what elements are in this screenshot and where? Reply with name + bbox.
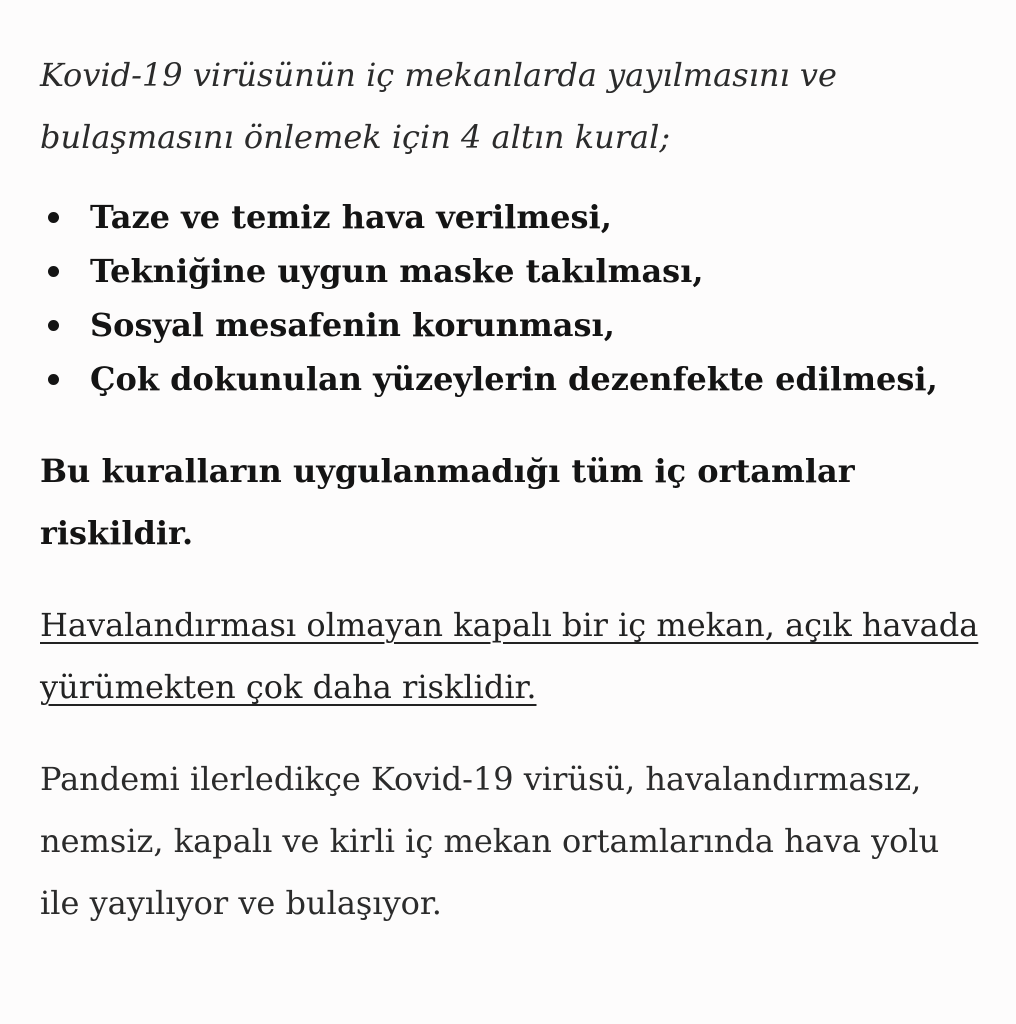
rule-text: Tekniğine uygun maske takılması, — [90, 252, 704, 290]
rule-text: Taze ve temiz hava verilmesi, — [90, 198, 612, 236]
list-item — [40, 244, 986, 298]
body-paragraph: Pandemi ilerledikçe Kovid-19 virüsü, havalandırmasız, nemsiz, kapalı ve kirli iç mekan ortamlarında hava yolu ile yayılıyor ve bulaşıyor. — [40, 760, 940, 922]
warning-text: Bu kuralların uygulanmadığı tüm iç ortamlar riskildir. — [40, 452, 855, 552]
rule-text: Sosyal mesafenin korunması, — [90, 306, 615, 344]
bullet-icon — [48, 212, 59, 223]
bullet-icon — [48, 266, 59, 277]
list-item — [40, 190, 986, 244]
bullet-icon — [48, 320, 59, 331]
link-paragraph — [40, 594, 986, 718]
list-item — [40, 298, 986, 352]
rules-list — [40, 190, 986, 406]
bullet-icon — [48, 374, 59, 385]
list-item — [40, 352, 986, 406]
rule-text: Çok dokunulan yüzeylerin dezenfekte edilmesi, — [90, 360, 938, 398]
ventilation-link[interactable]: Havalandırması olmayan kapalı bir iç mekan, açık havada yürümekten çok daha risklidir. — [40, 606, 979, 706]
intro-text: Kovid-19 virüsünün iç mekanlarda yayılmasını ve bulaşmasını önlemek için 4 altın kural; — [40, 56, 837, 156]
